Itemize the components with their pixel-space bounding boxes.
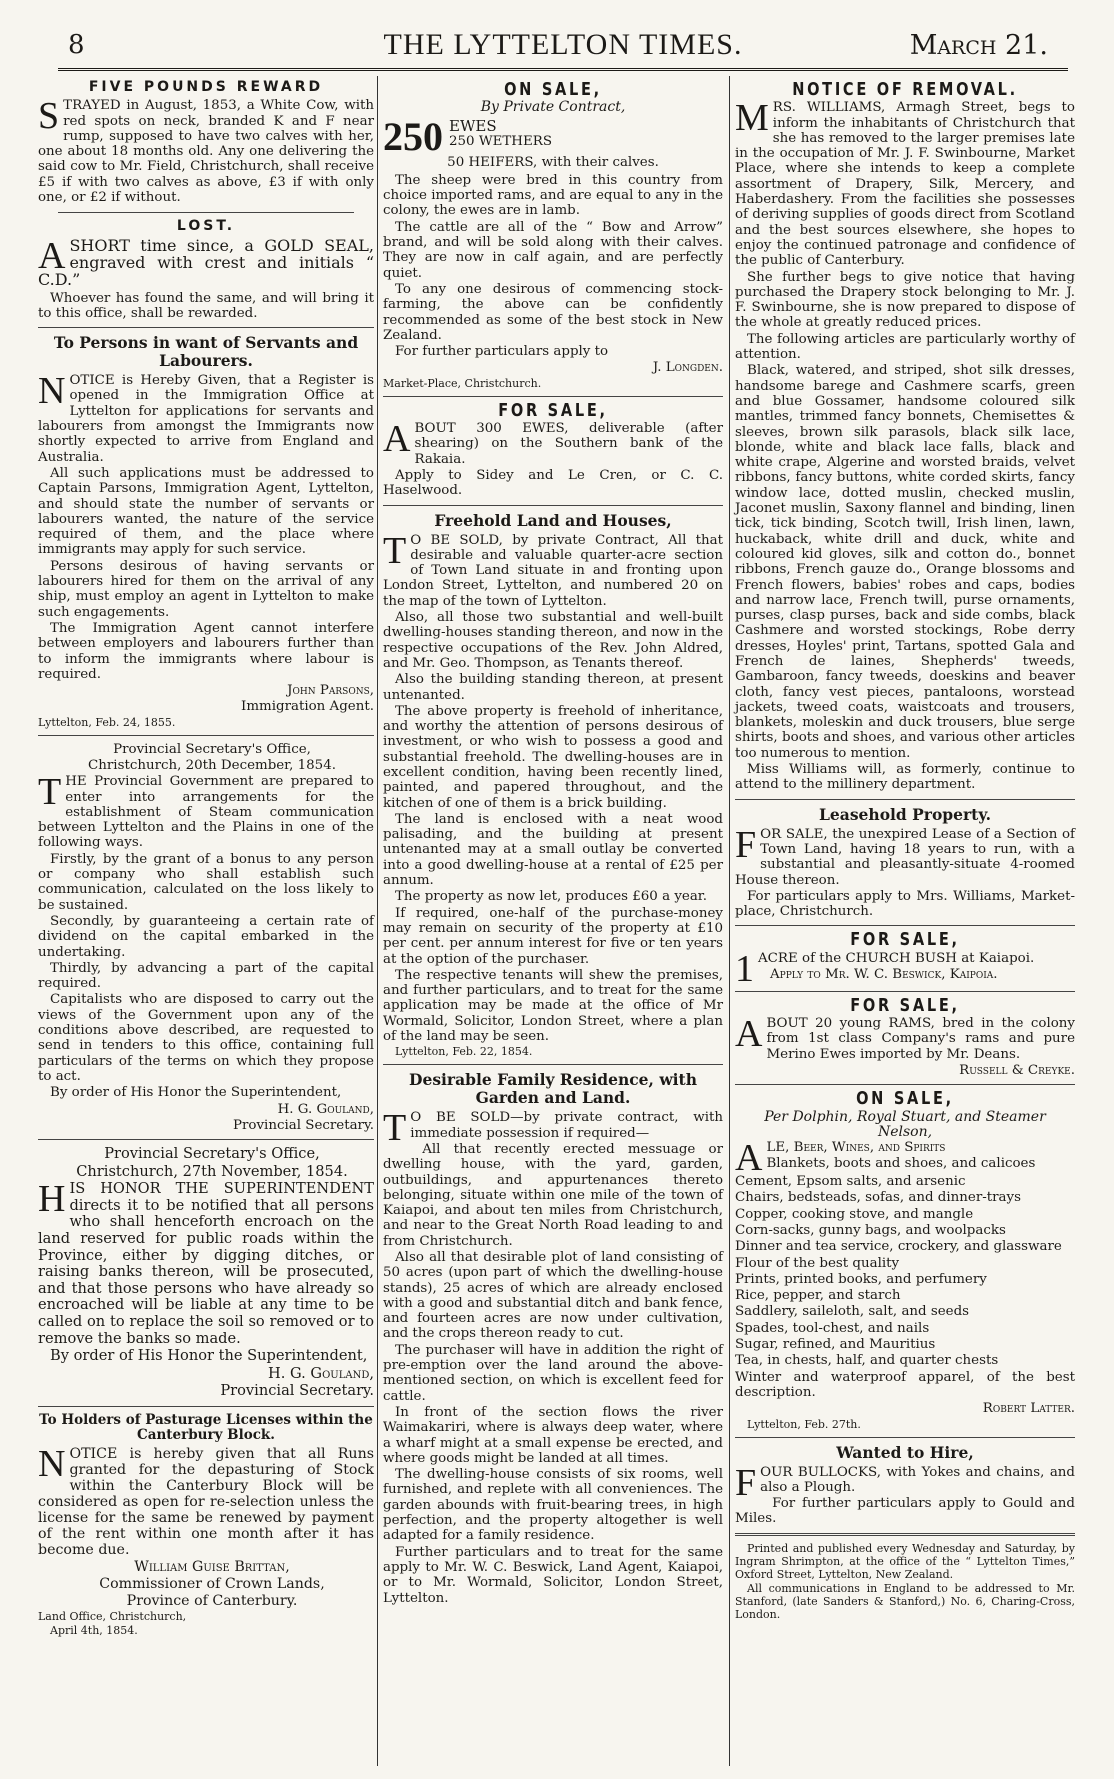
ad-body: The following articles are particularly worthy of attention.	[735, 331, 1075, 363]
dateline: Lyttelton, Feb. 22, 1854.	[395, 1045, 533, 1059]
ad-body: OUR BULLOCKS, with Yokes and chains, and also a Plough.	[760, 1464, 1075, 1495]
column-1	[38, 78, 374, 1643]
ad-pasturage-licenses	[38, 1413, 374, 1637]
ad-for-sale-ewes	[383, 399, 723, 499]
masthead	[58, 20, 1068, 72]
ad-heading: LOST.	[176, 218, 236, 235]
ad-heading: FOR SALE,	[850, 929, 960, 951]
ad-on-sale-goods	[735, 1088, 1075, 1431]
separator	[383, 1064, 723, 1065]
ad-body: Also all that desirable plot of land consisting of 50 acres (upon part of which the dwelling-house stands), 25 acres of which are already enclosed with a good and substantial ditch and bank fence, and fourteen acres are now under cultivation, and the crops thereon ready to cut.	[383, 1250, 723, 1342]
stock-line: EWES	[449, 116, 497, 135]
issue-date: March 21.	[909, 30, 1048, 61]
ad-body: BOUT 300 EWES, deliverable (after shearing) on the Southern bank of the Rakaia.	[414, 421, 723, 467]
ad-lost	[38, 219, 374, 321]
ad-heading: To Persons in want of Servants and Labourers.	[53, 333, 359, 371]
dateline: April 4th, 1854.	[50, 1624, 138, 1638]
ad-body: The purchaser will have in addition the right of pre-emption over the land around the above-mentioned section, on which is excellent feed for cattle.	[383, 1342, 723, 1404]
ad-body: For further particulars apply to Gould and Miles.	[735, 1496, 1075, 1527]
column-rule	[729, 76, 730, 1766]
ad-body: Also the building standing thereon, at present untenanted.	[383, 672, 723, 703]
signature-title: Provincial Secretary.	[220, 1382, 374, 1400]
ad-heading: Desirable Family Residence, with Garden and Land.	[409, 1070, 697, 1108]
ad-body: Capitalists who are disposed to carry out the views of the Government upon any of the conditions above described, are requested to send in tenders to this office, containing full particulars of the terms on which they propose to act.	[38, 992, 374, 1084]
ad-body: For further particulars apply to	[395, 344, 609, 360]
office-line: Provincial Secretary's Office,	[104, 1145, 320, 1163]
separator	[735, 1437, 1075, 1438]
separator	[58, 212, 354, 213]
signature-title: Province of Canterbury.	[126, 1593, 298, 1610]
column-rule	[377, 76, 378, 1766]
signature: H. G. Gouland,	[277, 1101, 374, 1117]
ad-notice-of-removal	[735, 79, 1075, 793]
ad-steam-communication	[38, 742, 374, 1133]
masthead-rule	[58, 68, 1068, 72]
ad-body: Black, watered, and striped, shot silk dresses, handsome barege and Cashmere scarfs, green and blue Gossamer, handsome coloured silk mantles, trimmed fancy bonnets, Chemisettes & sleeves, brown silk parasols, black silk lace, blonde, white and black lace falls, black and white crape, Algerine and worsted braids, velvet ribbons, fancy buttons, white corded skirts, fancy window lace, dotted muslin, checked muslin, Jaconet muslin, Saxony flannel and binding, linen tick, tick binding, Scotch twill, Irish linen, lawn, huckaback, white drill and duck, white and coloured kid gloves, silk and cotton do., bonnet ribbons, French gauze do., Orange blossoms and French flowers, babies' robes and caps, bodies and narrow lace, French twill, purse ornaments, purses, clasp purses, back and side combs, black Cashmere and worsted stockings, Robe derry dresses, Hoyles' print, Tartans, spotted Gala and French de laines, Shepherds' tweeds, Gambaroon, fancy tweeds, doeskins and beaver cloth, fancy vest pieces, pantaloons, worstead jackets, tweed coats, waistcoats and trousers, blankets, moleskin and duck trousers, blue serge shirts, boots and shoes, and various other articles too numerous to mention.	[735, 363, 1075, 761]
list-item: Rice, pepper, and starch	[735, 1288, 901, 1304]
drop-cap: A	[735, 1013, 763, 1056]
stock-line: 250 WETHERS	[449, 133, 552, 149]
page-number: 8	[68, 30, 85, 60]
newspaper-title: THE LYTTELTON TIMES.	[383, 28, 743, 61]
signature: Russell & Creyke.	[959, 1062, 1075, 1078]
separator	[735, 925, 1075, 926]
big-number: 250	[383, 113, 443, 159]
ad-body: The land is enclosed with a neat wood palisading, and the building at present untenanted may at a small outlay be converted into a good dwelling-house at a rental of £25 per annum.	[383, 811, 723, 889]
ad-heading: ON SALE,	[856, 1088, 954, 1110]
list-item: Spades, tool-chest, and nails	[735, 1320, 930, 1336]
ad-body: She further begs to give notice that having purchased the Drapery stock belonging to Mr. J. F. Swinbourne, she is now prepared to dispose of the whole at greatly reduced prices.	[735, 269, 1075, 331]
signature-title: Immigration Agent.	[241, 699, 374, 715]
dateline: Land Office, Christchurch,	[38, 1610, 187, 1624]
signature: H. G. Gouland,	[268, 1364, 374, 1382]
ad-body: The cattle are all of the “ Bow and Arrow” brand, and will be sold along with their calves. They are now in calf again, and are perfectly quiet.	[383, 219, 723, 281]
ad-heading: Leasehold Property.	[819, 804, 991, 824]
drop-cap: A	[735, 1137, 763, 1180]
ad-body: TRAYED in August, 1853, a White Cow, with red spots on neck, branded K and F near rump, supposed to have two calves with her, one about 18 months old. Any one delivering the said cow to Mr. Field, Christchurch, shall receive £5 if with two calves as above, £3 if with only one, or £2 if without.	[38, 98, 374, 206]
printer-imprint	[735, 1542, 1075, 1621]
dateline: Lyttelton, Feb. 27th.	[747, 1417, 861, 1431]
ad-wanted-to-hire	[735, 1444, 1075, 1527]
list-item: Winter and waterproof apparel, of the best description.	[735, 1369, 1075, 1400]
ad-body: Miss Williams will, as formerly, continue to attend to the millinery department.	[735, 762, 1075, 793]
ad-body: Persons desirous of having servants or labourers hired for them on the arrival of any ship, must employ an agent in Lyttelton to make such engagements.	[38, 558, 374, 620]
ad-body: By order of His Honor the Superintendent,	[50, 1347, 368, 1365]
drop-cap: M	[735, 97, 769, 140]
separator	[38, 1406, 374, 1407]
drop-cap: N	[38, 370, 66, 413]
ad-body: SHORT time since, a GOLD SEAL, engraved with crest and initials “ C.D.”	[38, 235, 374, 290]
drop-cap: A	[38, 234, 66, 277]
ad-body: All such applications must be addressed to Captain Parsons, Immigration Agent, Lyttelton, and should state the number of servants or labourers wanted, the nature of the service required of them, and the place where immigrants may apply for such service.	[38, 465, 374, 558]
ad-five-pounds-reward	[38, 80, 374, 206]
ad-body: O BE SOLD—by private contract, with immediate possession if required—	[410, 1110, 723, 1141]
list-item: Blankets, boots and shoes, and calicoes	[766, 1156, 1036, 1172]
separator	[38, 735, 374, 736]
ad-body: To any one desirous of commencing stock-farming, the above can be confidently recommended as some of the best stock in New Zealand.	[383, 281, 723, 343]
dateline: Market-Place, Christchurch.	[383, 376, 542, 390]
ad-body: RS. WILLIAMS, Armagh Street, begs to inform the inhabitants of Christchurch that she has removed to the larger premises late in the occupation of Mr. J. F. Swinbourne, Market Place, where she intends to keep a complete assortment of Drapery, Silk, Mercery, and Haberdashery. From the facilities she possesses of deriving supplies of goods direct from Scotland and the best sources elsewhere, she hopes to enjoy the continued patronage and confidence of the public of Canterbury.	[735, 100, 1075, 269]
signature-title: Commissioner of Crown Lands,	[99, 1576, 325, 1593]
signature-title: Provincial Secretary.	[233, 1117, 374, 1133]
column-3	[735, 78, 1075, 1627]
ad-body: The above property is freehold of inheritance, and worthy the attention of persons desirous of investment, or who wish to possess a good and substantial freehold. The dwelling-houses are in excellent condition, having been recently lined, painted, and papered throughout, and the kitchen of one of them is a brick building.	[383, 703, 723, 811]
list-item: Saddlery, saileloth, salt, and seeds	[735, 1304, 970, 1320]
ad-body: Apply to Mr. W. C. Beswick, Kaipoia.	[770, 967, 998, 983]
ad-body: All that recently erected messuage or dwelling house, with the yard, garden, outbuildings, and appurtenances thereto belonging, situate within one mile of the town of Kaiapoi, and about ten miles from Christchurch, and near to the Great North Road leading to and from Christchurch.	[383, 1141, 723, 1249]
drop-cap: T	[38, 771, 62, 814]
ad-body: Also, all those two substantial and well-built dwelling-houses standing thereon, and now in the respective occupations of the Rev. John Aldred, and Mr. Geo. Thompson, as Tenants thereof.	[383, 610, 723, 671]
ad-heading: FOR SALE,	[850, 994, 960, 1016]
column-2	[383, 78, 723, 1612]
ad-body: OR SALE, the unexpired Lease of a Section of Town Land, having 18 years to run, with a substantial and pleasantly-situate 4-roomed House thereon.	[735, 826, 1075, 888]
ad-body: The sheep were bred in this country from choice imported rams, and are equal to any in the colony, the ewes are in lamb.	[383, 172, 723, 219]
ad-leasehold-property	[735, 806, 1075, 920]
goods-list	[735, 1156, 1075, 1400]
ad-body: The Immigration Agent cannot interfere between employers and labourers further than to inform the immigrants where labour is required.	[38, 620, 374, 682]
ad-servants-labourers	[38, 334, 374, 729]
dateline: Lyttelton, Feb. 24, 1855.	[38, 715, 176, 729]
ad-body: The dwelling-house consists of six rooms, well furnished, and replete with all conveniences. The garden abounds with fruit-bearing trees, in high perfection, and the property altogether is well adapted for a family residence.	[383, 1467, 723, 1544]
ad-body: Secondly, by guaranteeing a certain rate of dividend on the capital embarked in the undertaking.	[38, 913, 374, 960]
ad-heading: To Holders of Pasturage Licenses within the Canterbury Block.	[39, 1412, 373, 1444]
ad-heading: NOTICE OF REMOVAL.	[792, 79, 1018, 100]
ad-body: HE Provincial Government are prepared to enter into arrangements for the establishment of Steam communication between Lyttelton and the Plains in one of the following ways.	[38, 774, 374, 851]
ad-subheading: By Private Contract,	[480, 99, 626, 116]
drop-cap: T	[383, 529, 407, 572]
ad-body: In front of the section flows the river Waimakariri, where is always deep water, where a wharf might at a small expense be erected, and where goods might be landed at all times.	[383, 1404, 723, 1466]
ad-body: Further particulars and to treat for the same apply to Mr. W. C. Beswick, Land Agent, Kaiapoi, or to Mr. Wormald, Solicitor, London Street, Lyttelton.	[383, 1544, 723, 1606]
ad-body: ACRE of the CHURCH BUSH at Kaiapoi.	[758, 950, 1035, 966]
list-item: Tea, in chests, half, and quarter chests	[735, 1353, 999, 1369]
list-item: Dinner and tea service, crockery, and glassware	[735, 1239, 1062, 1255]
ad-body: IS HONOR THE SUPERINTENDENT directs it to be notified that all persons who shall henceforth encroach on the land reserved for public roads within the Province, either by digging ditches, or raising banks thereon, will be prosecuted, and that those persons who have already so encroached will be liable at any time to be called on to replace the soil so removed or to remove the banks so made.	[38, 1180, 374, 1347]
drop-cap: N	[38, 1443, 66, 1486]
list-item: Flour of the best quality	[735, 1255, 900, 1271]
office-date: Christchurch, 27th November, 1854.	[76, 1162, 348, 1180]
signature: John Parsons,	[287, 683, 374, 699]
ad-body: Thirdly, by advancing a part of the capital required.	[38, 960, 374, 992]
drop-cap: T	[383, 1107, 407, 1150]
ad-heading: FOR SALE,	[498, 399, 608, 421]
ad-body: If required, one-half of the purchase-money may remain on security of the property at £10 per cent. per annum interest for five or ten years at the option of the purchaser.	[383, 905, 723, 967]
ad-body: Firstly, by the grant of a bonus to any person or company who shall establish such communication, calculated on the loss likely to be sustained.	[38, 851, 374, 913]
ad-lead: LE, Beer, Wines, and Spirits	[766, 1140, 946, 1156]
separator	[38, 1139, 374, 1140]
separator	[735, 991, 1075, 992]
ad-heading: ON SALE,	[504, 79, 602, 100]
imprint-text: All communications in England to be addressed to Mr. Stanford, (late Sanders & Stanford,) No. 6, Charing-Cross, London.	[735, 1581, 1075, 1621]
list-item: Copper, cooking stove, and mangle	[735, 1206, 974, 1222]
ad-family-residence	[383, 1071, 723, 1606]
drop-cap: F	[735, 823, 757, 866]
ad-body: The respective tenants will shew the premises, and further particulars, and to treat for the same application may be made at the office of Mr Wormald, Solicitor, London Street, where a plan of the land may be seen.	[383, 967, 723, 1045]
signature: William Guise Brittan,	[134, 1559, 290, 1576]
ad-on-sale-livestock	[383, 79, 723, 390]
office-line: Provincial Secretary's Office,	[113, 741, 311, 757]
drop-cap: 1	[735, 947, 754, 990]
stock-line: 50 HEIFERS, with their calves.	[447, 154, 659, 170]
drop-cap: F	[735, 1461, 757, 1504]
office-date: Christchurch, 20th December, 1854.	[88, 757, 336, 773]
ad-rams	[735, 994, 1075, 1078]
ad-body: O BE SOLD, by private Contract, All that desirable and valuable quarter-acre section of Town Land situate in and fronting upon London Street, Lyttelton, and numbered 20 on the map of the town of Lyttelton.	[383, 532, 723, 609]
ad-body: For particulars apply to Mrs. Williams, Market-place, Christchurch.	[735, 888, 1075, 920]
ad-body: The property as now let, produces £60 a year.	[395, 889, 707, 905]
ad-subheading: Per Dolphin, Royal Stuart, and Steamer Nelson,	[764, 1108, 1046, 1140]
ad-body: Whoever has found the same, and will bring it to this office, shall be rewarded.	[38, 290, 374, 321]
list-item: Prints, printed books, and perfumery	[735, 1271, 987, 1287]
list-item: Cement, Epsom salts, and arsenic	[735, 1174, 966, 1190]
ad-body: BOUT 20 young RAMS, bred in the colony from 1st class Company's rams and pure Merino Ewes imported by Mr. Deans.	[766, 1016, 1075, 1062]
ad-body: Apply to Sidey and Le Cren, or C. C. Haselwood.	[383, 467, 723, 499]
list-item: Sugar, refined, and Mauritius	[735, 1337, 936, 1353]
signature: Robert Latter.	[982, 1401, 1075, 1417]
separator	[38, 327, 374, 328]
signature: J. Longden.	[652, 360, 723, 376]
drop-cap: H	[38, 1178, 66, 1221]
list-item: Corn-sacks, gunny bags, and woolpacks	[735, 1223, 1006, 1238]
drop-cap: A	[383, 418, 411, 461]
separator	[735, 1533, 1075, 1536]
stock-list	[383, 113, 723, 170]
list-item: Chairs, bedsteads, sofas, and dinner-trays	[735, 1190, 1021, 1206]
ad-heading: Freehold Land and Houses,	[434, 510, 672, 530]
ad-body: By order of His Honor the Superintendent,	[50, 1085, 342, 1101]
ad-heading: FIVE POUNDS REWARD	[88, 79, 324, 95]
ad-body: OTICE is hereby given that all Runs granted for the depasturing of Stock within the Canterbury Block will be considered as open for re-selection unless the license for the same be renewed by payment of the rent within one month after it has become due.	[38, 1446, 374, 1559]
separator	[383, 505, 723, 506]
ad-body: OTICE is Hereby Given, that a Register is opened in the Immigration Office at Lyttelton for applications for servants and labourers from amongst the Immigrants now shortly expected to arrive from England and Australia.	[38, 373, 374, 465]
separator	[735, 799, 1075, 800]
ad-heading: Wanted to Hire,	[836, 1442, 974, 1462]
ad-church-bush	[735, 929, 1075, 990]
imprint-text: Printed and published every Wednesday and Saturday, by Ingram Shrimpton, at the office of the “ Lyttelton Times,” Oxford Street, Lyttelton, New Zealand.	[735, 1541, 1075, 1581]
drop-cap: S	[38, 95, 60, 138]
ad-public-roads	[38, 1146, 374, 1400]
separator	[735, 1084, 1075, 1085]
ad-freehold-land	[383, 512, 723, 1059]
separator	[383, 396, 723, 397]
